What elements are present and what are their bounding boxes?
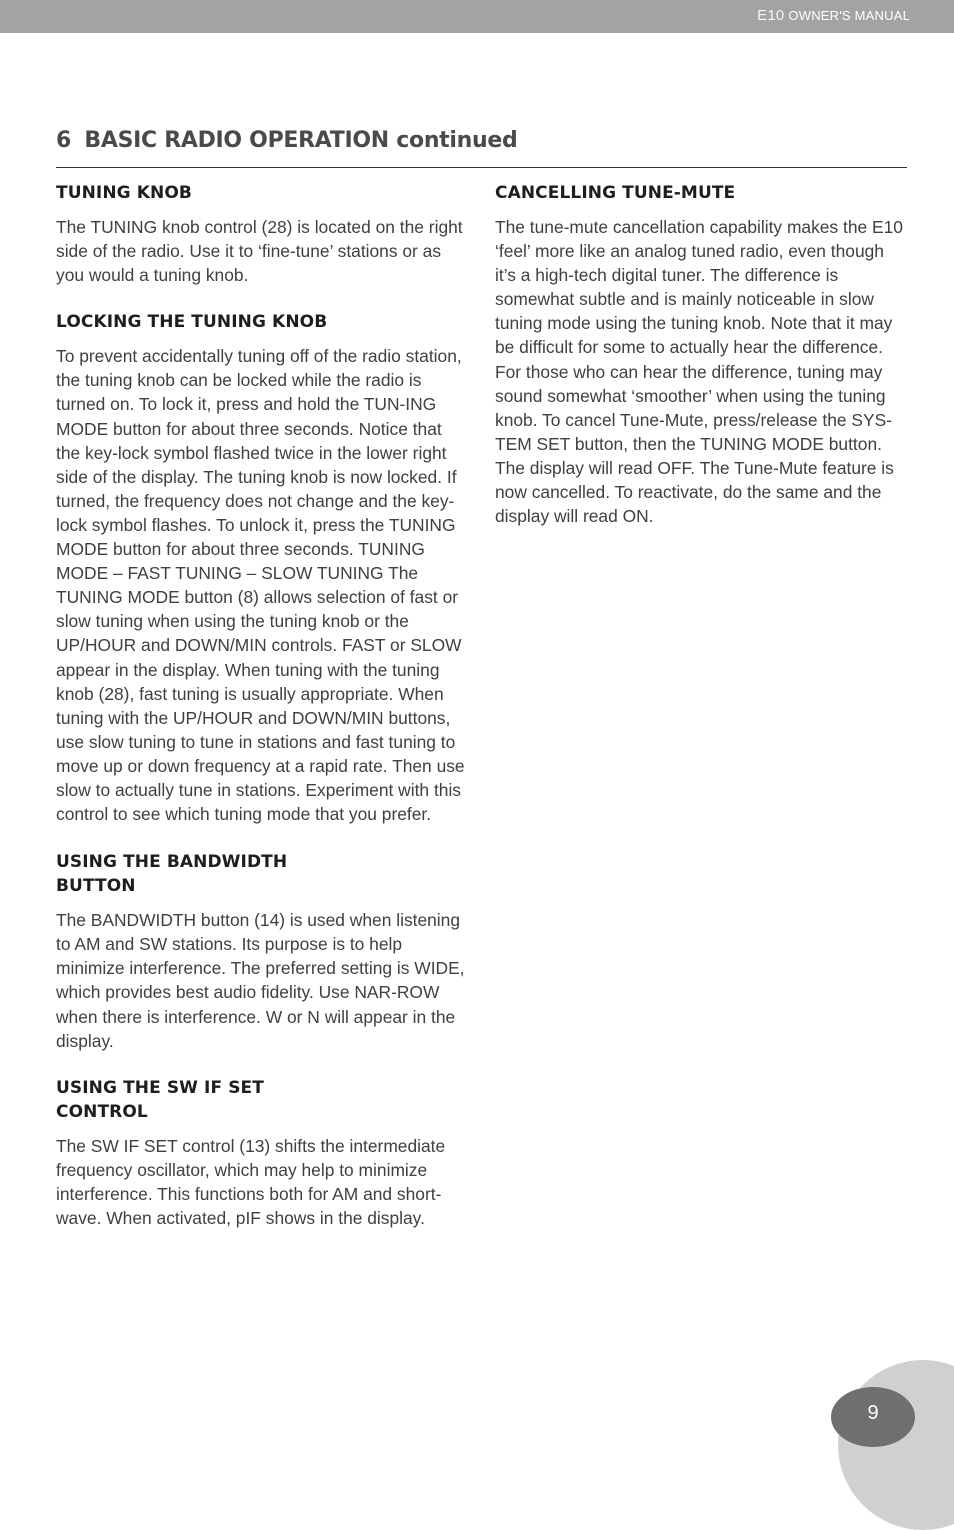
section-title-text: BASIC RADIO OPERATION continued bbox=[84, 128, 518, 153]
left-column bbox=[56, 181, 470, 1253]
paragraph-locking-tuning-knob: To prevent accidentally tuning off of the radio station, the tuning knob can be locked while the radio is turned on. To lock it, press and hold the TUN-ING MODE button for about three seconds. Notice that the key-lock symbol flashed twice in the lower right side of the display. The tuning knob is now locked. If turned, the frequency does not change and the key-lock symbol flashes. To unlock it, press the TUNING MODE button for about three seconds. TUNING MODE – FAST TUNING – SLOW TUNING The TUNING MODE button (8) allows selection of fast or slow tuning when using the tuning knob or the UP/HOUR and DOWN/MIN controls. FAST or SLOW appear in the display. When tuning with the tuning knob (28), fast tuning is usually appropriate. When tuning with the UP/HOUR and DOWN/MIN buttons, use slow tuning to tune in stations and fast tuning to move up or down frequency at a rapid rate. Then use slow to actually tune in stations. Experiment with this control to see which tuning mode that you prefer. bbox=[56, 346, 465, 825]
section-title bbox=[56, 128, 517, 153]
heading-sw-if-set: USING THE SW IF SET CONTROL bbox=[56, 1077, 264, 1122]
manual-title: OWNER'S MANUAL bbox=[788, 8, 910, 23]
header-bar bbox=[0, 0, 954, 33]
page-tab-decoration bbox=[838, 1360, 954, 1530]
heading-bandwidth-button: USING THE BANDWIDTH BUTTON bbox=[56, 852, 288, 897]
title-rule bbox=[56, 167, 907, 168]
heading-tuning-knob: TUNING KNOB bbox=[56, 183, 192, 203]
right-column bbox=[495, 181, 909, 551]
running-header bbox=[757, 7, 910, 24]
model-name: E10 bbox=[757, 7, 785, 24]
paragraph-bandwidth-button: The BANDWIDTH button (14) is used when listening to AM and SW stations. Its purpose is to help minimize interference. The preferred setting is WIDE, which provides best audio fidelity. Use NAR-ROW when there is interference. W or N will appear in the display. bbox=[56, 910, 465, 1051]
heading-locking-tuning-knob: LOCKING THE TUNING KNOB bbox=[56, 312, 328, 333]
page-number-badge bbox=[831, 1387, 915, 1447]
paragraph-tuning-knob: The TUNING knob control (28) is located on the right side of the radio. Use it to ‘fine-tune’ stations or as you would a tuning knob. bbox=[56, 217, 463, 286]
section-number: 6 bbox=[56, 128, 72, 153]
paragraph-cancelling-tune-mute: The tune-mute cancellation capability makes the E10 ‘feel’ more like an analog tuned radio, even though it’s a high-tech digital tuner. The difference is somewhat subtle and is mainly noticeable in slow tuning mode using the tuning knob. Note that it may be difficult for some to actually hear the difference. For those who can hear the difference, tuning may sound somewhat ‘smoother’ when using the tuning knob. To cancel Tune-Mute, press/release the SYS-TEM SET button, then the TUNING MODE button. The display will read OFF. The Tune-Mute feature is now cancelled. To reactivate, do the same and the display will read ON. bbox=[495, 217, 903, 527]
heading-cancelling-tune-mute: CANCELLING TUNE-MUTE bbox=[495, 183, 736, 203]
page-number: 9 bbox=[867, 1402, 879, 1424]
paragraph-sw-if-set: The SW IF SET control (13) shifts the intermediate frequency oscillator, which may help to minimize interference. This functions both for AM and short-wave. When activated, pIF shows in the display. bbox=[56, 1135, 446, 1228]
